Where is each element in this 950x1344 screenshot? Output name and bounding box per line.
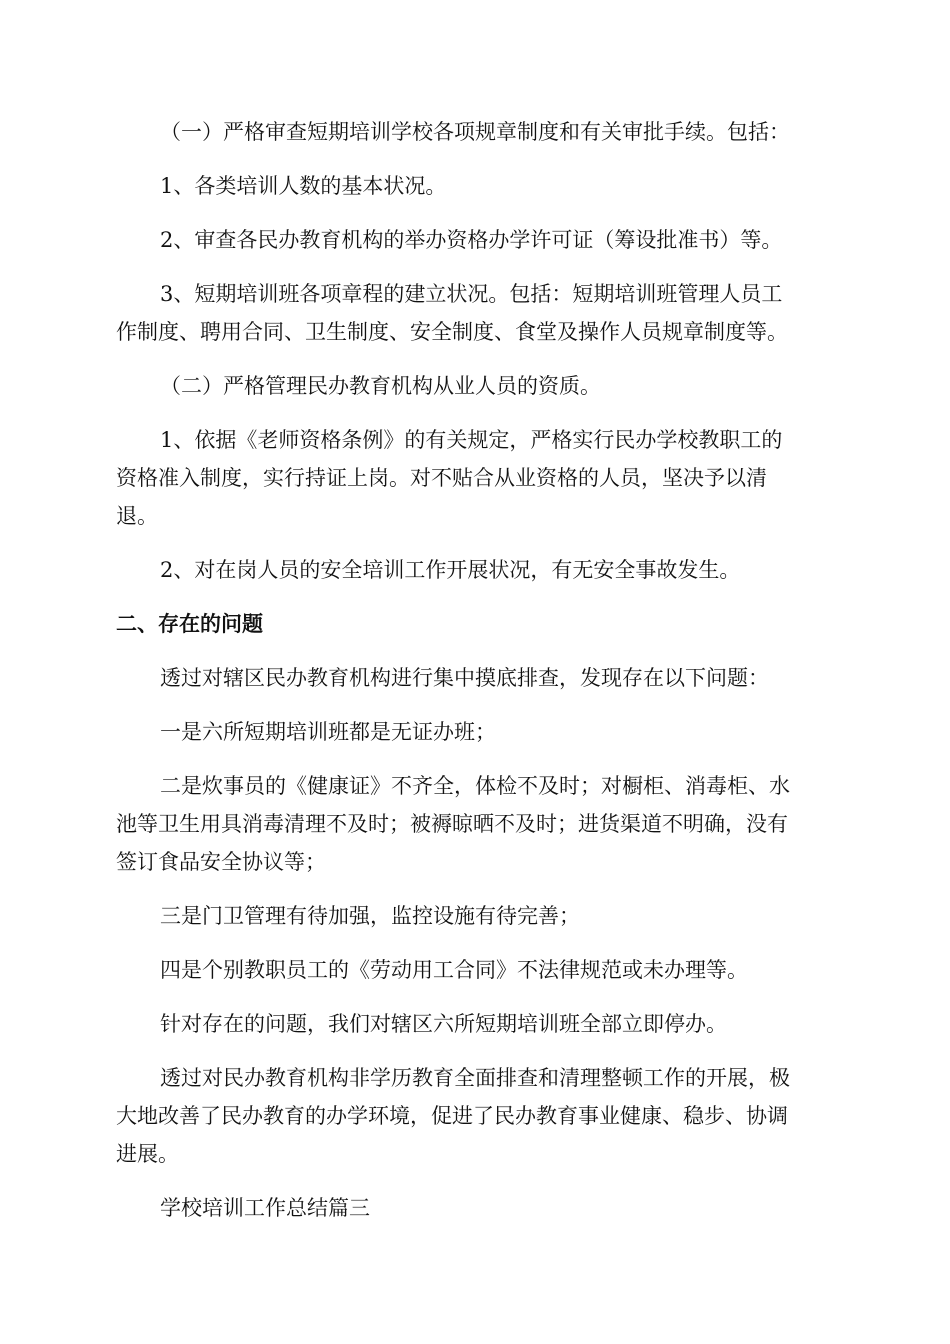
paragraph-line: 学校培训工作总结篇三 <box>160 1196 370 1220</box>
paragraph-line: （一）严格审查短期培训学校各项规章制度和有关审批手续。包括： <box>160 120 790 144</box>
section-heading: 二、存在的问题 <box>116 612 263 636</box>
paragraph-line: 2、对在岗人员的安全培训工作开展状况，有无安全事故发生。 <box>160 558 741 582</box>
paragraph-line: 四是个别教职员工的《劳动用工合同》不法律规范或未办理等。 <box>160 958 748 982</box>
paragraph-line: 透过对民办教育机构非学历教育全面排查和清理整顿工作的开展，极 <box>160 1066 790 1090</box>
paragraph-line: 资格准入制度，实行持证上岗。对不贴合从业资格的人员，坚决予以清 <box>116 466 767 490</box>
paragraph-line: 大地改善了民办教育的办学环境，促进了民办教育事业健康、稳步、协调 <box>116 1104 788 1128</box>
paragraph-line: 针对存在的问题，我们对辖区六所短期培训班全部立即停办。 <box>160 1012 727 1036</box>
paragraph-line: 三是门卫管理有待加强，监控设施有待完善； <box>160 904 580 928</box>
paragraph-line: 透过对辖区民办教育机构进行集中摸底排查，发现存在以下问题： <box>160 666 769 690</box>
paragraph-line: 1、依据《老师资格条例》的有关规定，严格实行民办学校教职工的 <box>160 428 783 452</box>
paragraph-line: 签订食品安全协议等； <box>116 850 326 874</box>
paragraph-line: 退。 <box>116 504 158 528</box>
paragraph-line: 3、短期培训班各项章程的建立状况。包括：短期培训班管理人员工 <box>160 282 783 306</box>
paragraph-line: （二）严格管理民办教育机构从业人员的资质。 <box>160 374 601 398</box>
paragraph-line: 池等卫生用具消毒清理不及时；被褥晾晒不及时；进货渠道不明确，没有 <box>116 812 788 836</box>
paragraph-line: 2、审查各民办教育机构的举办资格办学许可证（筹设批准书）等。 <box>160 228 783 252</box>
paragraph-line: 1、各类培训人数的基本状况。 <box>160 174 447 198</box>
paragraph-line: 二是炊事员的《健康证》不齐全，体检不及时；对橱柜、消毒柜、水 <box>160 774 790 798</box>
paragraph-line: 进展。 <box>116 1142 179 1166</box>
paragraph-line: 作制度、聘用合同、卫生制度、安全制度、食堂及操作人员规章制度等。 <box>116 320 788 344</box>
paragraph-line: 一是六所短期培训班都是无证办班； <box>160 720 496 744</box>
